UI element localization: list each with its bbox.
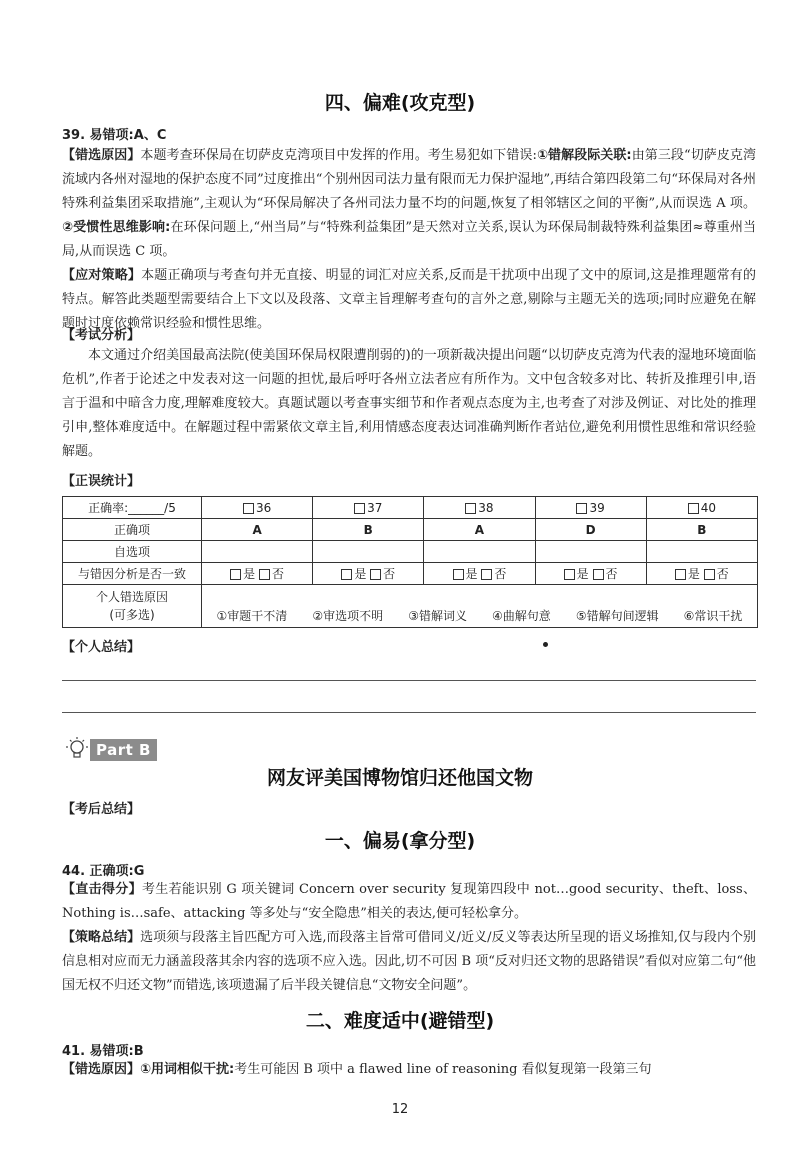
lightbulb-icon (66, 737, 88, 761)
checkbox-icon (688, 503, 699, 514)
no-label: 否 (716, 567, 729, 581)
yes-no-cell[interactable] (202, 563, 313, 585)
q39-text-a: 本题考查环保局在切萨皮克湾项目中发挥的作用。考生易犯如下错误: (140, 148, 537, 163)
q44-strategy (62, 926, 756, 998)
reason-label: 个人错选原因 (95, 590, 168, 604)
q40-check[interactable] (646, 497, 757, 519)
self-answer-cell[interactable] (313, 541, 424, 563)
personal-summary-heading: 【个人总结】 (62, 640, 141, 655)
table-row (63, 563, 758, 585)
reason-options (202, 585, 758, 628)
reason-option[interactable]: ③错解词义 (408, 609, 467, 623)
checkbox-icon[interactable] (704, 569, 715, 580)
checkbox-icon[interactable] (675, 569, 686, 580)
tag-error-reason: 【错选原因】 (62, 1062, 141, 1077)
reason-option[interactable]: ④曲解句意 (492, 609, 551, 623)
row-label (63, 585, 202, 628)
q39-check[interactable] (535, 497, 646, 519)
q39-strategy (62, 264, 756, 336)
no-label: 否 (272, 567, 285, 581)
section-title-moderate: 二、难度适中(避错型) (305, 1010, 495, 1032)
q-num: 39 (589, 500, 605, 515)
checkbox-icon[interactable] (481, 569, 492, 580)
q39-error-reason (62, 144, 756, 264)
q44-score (62, 878, 756, 926)
q44-strategy-text: 选项须与段落主旨匹配方可入选,而段落主旨常可借同义/近义/反义等表达所呈现的语义场推知,仅与段内个别信息相对应而无力涵盖段落其余内容的选项不应入选。因此,切不可因 B 项“反对归还文物的思路错误”看似对应第二句“他国无权不归还文物”而错选,该项遗漏了后半段关键信息“文物安全问题”。 (62, 930, 756, 993)
stats-table (62, 496, 758, 628)
checkbox-icon[interactable] (370, 569, 381, 580)
part-b-title: 网友评美国博物馆归还他国文物 (266, 767, 533, 789)
correct-answer: A (202, 519, 313, 541)
section-title-easy: 一、偏易(拿分型) (324, 830, 476, 852)
part-b-badge: Part B (90, 739, 157, 761)
yes-label: 是 (354, 567, 367, 581)
q-num: 36 (255, 500, 272, 515)
reason-option[interactable]: ①审题干不清 (216, 609, 288, 623)
yes-no-cell[interactable] (313, 563, 424, 585)
no-label: 否 (605, 567, 618, 581)
reason-option[interactable]: ⑤错解句间逻辑 (575, 609, 659, 623)
q37-check[interactable] (313, 497, 424, 519)
q36-check[interactable] (202, 497, 313, 519)
table-row (63, 585, 758, 628)
tag-error-reason: 【错选原因】 (62, 148, 141, 163)
q41-heading: 41. 易错项:B (62, 1044, 144, 1059)
table-row (63, 541, 758, 563)
writing-line[interactable] (62, 680, 756, 681)
yes-label: 是 (243, 567, 256, 581)
yes-no-cell[interactable] (424, 563, 535, 585)
checkbox-icon (354, 503, 365, 514)
table-row (63, 497, 758, 519)
checkbox-icon[interactable] (593, 569, 604, 580)
checkbox-icon[interactable] (453, 569, 464, 580)
row-label: 自选项 (63, 541, 202, 563)
yes-label: 是 (465, 567, 478, 581)
correct-answer: B (313, 519, 424, 541)
checkbox-icon[interactable] (564, 569, 575, 580)
checkbox-icon (465, 503, 476, 514)
q39-sub-2: ②受惯性思维影响: (62, 220, 171, 235)
checkbox-icon (576, 503, 587, 514)
q38-check[interactable] (424, 497, 535, 519)
checkbox-icon (243, 503, 254, 514)
accuracy-cell[interactable]: 正确率:______/5 (63, 497, 202, 519)
q-num: 37 (367, 500, 383, 515)
q44-heading: 44. 正确项:G (62, 864, 145, 879)
no-label: 否 (494, 567, 507, 581)
q41-error-reason (62, 1058, 756, 1082)
self-answer-cell[interactable] (202, 541, 313, 563)
reason-option[interactable]: ②审选项不明 (312, 609, 384, 623)
dot-mark (543, 642, 548, 647)
correct-answer: A (424, 519, 535, 541)
self-answer-cell[interactable] (535, 541, 646, 563)
q41-sub: ①用词相似干扰: (140, 1062, 235, 1077)
checkbox-icon[interactable] (341, 569, 352, 580)
yes-no-cell[interactable] (646, 563, 757, 585)
yes-no-cell[interactable] (535, 563, 646, 585)
checkbox-icon[interactable] (259, 569, 270, 580)
tag-direct-score: 【直击得分】 (62, 882, 142, 897)
q41-text: 考生可能因 B 项中 a flawed line of reasoning 看似复现第一段第三句 (234, 1062, 652, 1077)
section-title-difficult: 四、偏难(攻克型) (324, 92, 476, 114)
table-row (63, 519, 758, 541)
row-label: 与错因分析是否一致 (63, 563, 202, 585)
post-summary-heading: 【考后总结】 (62, 802, 141, 817)
checkbox-icon[interactable] (230, 569, 241, 580)
writing-line[interactable] (62, 712, 756, 713)
tag-strategy: 【应对策略】 (62, 268, 142, 283)
tag-strategy-summary: 【策略总结】 (62, 930, 141, 945)
q39-strategy-text: 本题正确项与考查句并无直接、明显的词汇对应关系,反而是干扰项中出现了文中的原词,这是推理题常有的特点。解答此类题型需要结合上下文以及段落、文章主旨理解考查句的言外之意,剔除与主题无关的选项;同时应避免在解题时过度依赖常识经验和惯性思维。 (62, 268, 756, 331)
q39-text-c: 在环保问题上,“州当局”与“特殊利益集团”是天然对立关系,误认为环保局制裁特殊利益集团≈尊重州当局,从而误选 C 项。 (62, 220, 756, 259)
q-num: 40 (700, 500, 716, 515)
yes-label: 是 (576, 567, 589, 581)
q-num: 38 (478, 500, 494, 515)
q44-score-text: 考生若能识别 G 项关键词 Concern over security 复现第四段中 not…good security、theft、loss、Nothing is…safe、attacking 等多处与“安全隐患”相关的表达,便可轻松拿分。 (62, 882, 756, 921)
q39-heading: 39. 易错项:A、C (62, 128, 167, 143)
no-label: 否 (383, 567, 396, 581)
q39-sub-1: ①错解段际关联: (536, 148, 632, 163)
correct-answer: B (646, 519, 757, 541)
stats-heading: 【正误统计】 (62, 474, 141, 489)
q39-text-b: 由第三段“切萨皮克湾流域内各州对湿地的保护态度不同”过度推出“个别州因司法力量有限而无力保护湿地”,再结合第四段第二句“环保局对各州特殊利益集团采取措施”,主观认为“环保局解决了各州司法力量不均的问题,恢复了相邻辖区之间的平衡”,从而误选 A 项。 (62, 148, 756, 211)
self-answer-cell[interactable] (646, 541, 757, 563)
exam-analysis-heading: 【考试分析】 (62, 328, 141, 343)
correct-answer: D (535, 519, 646, 541)
exam-analysis-text: 本文通过介绍美国最高法院(使美国环保局权限遭削弱的)的一项新裁决提出问题“以切萨皮克湾为代表的湿地环境面临危机”,作者于论述之中发表对这一问题的担忧,最后呼吁各州立法者应有所作为。文中包含较多对比、转折及推理引申,语言于温和中暗含力度,理解难度较大。真题试题以考查事实细节和作者观点态度为主,也考查了对涉及例证、对比处的推理引申,整体难度适中。在解题过程中需紧依文章主旨,利用情感态度表达词准确判断作者站位,避免利用惯性思维和常识经验解题。 (62, 348, 756, 459)
reason-option[interactable]: ⑥常识干扰 (683, 609, 743, 623)
page-number: 12 (391, 1102, 409, 1117)
row-label: 正确项 (63, 519, 202, 541)
yes-label: 是 (687, 567, 700, 581)
self-answer-cell[interactable] (424, 541, 535, 563)
reason-sub: (可多选) (109, 608, 155, 622)
